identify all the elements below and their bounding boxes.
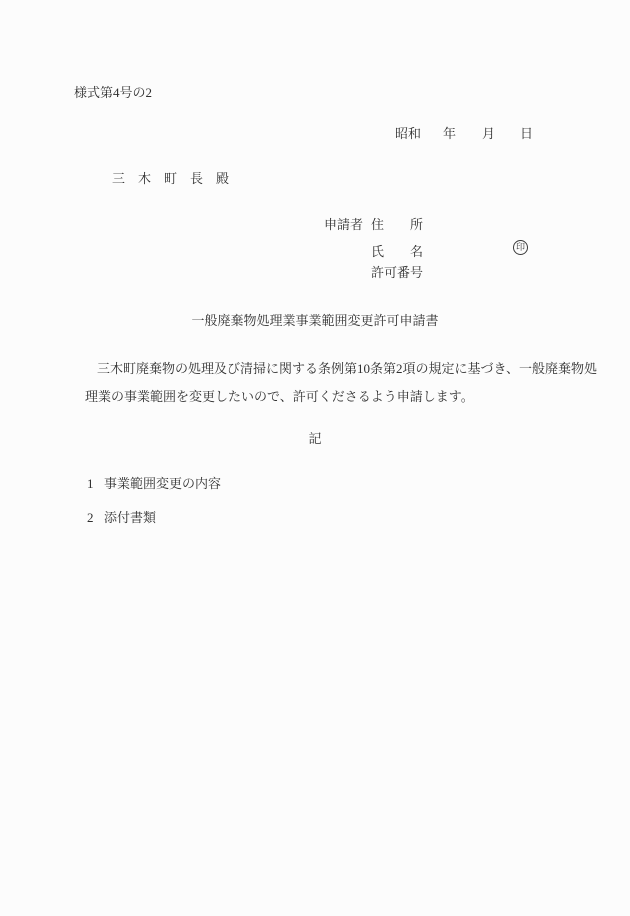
applicant-label: 申請者	[324, 217, 364, 232]
date-month-label: 月	[482, 126, 496, 141]
date-year-label: 年	[443, 126, 457, 141]
list-item-2-number: 2	[87, 510, 94, 525]
date-era-label: 昭和	[395, 126, 422, 141]
list-item-1-text: 事業範囲変更の内容	[104, 476, 222, 491]
permit-number-label: 許可番号	[371, 265, 424, 280]
name-label: 氏 名	[371, 244, 424, 259]
list-item-2-text: 添付書類	[104, 510, 157, 525]
document-title: 一般廃棄物処理業事業範囲変更許可申請書	[191, 313, 439, 328]
date-day-label: 日	[520, 126, 534, 141]
address-label: 住 所	[371, 217, 424, 232]
form-number: 様式第4号の2	[74, 85, 153, 100]
body-text-line-1: 三木町廃棄物の処理及び清掃に関する条例第10条第2項の規定に基づき、一般廃棄物処	[97, 361, 597, 376]
addressee: 三 木 町 長 殿	[112, 171, 230, 186]
seal-mark-icon: 印	[513, 240, 528, 255]
body-text-line-2: 理業の事業範囲を変更したいので、許可くださるよう申請します。	[85, 389, 474, 404]
list-item-1-number: 1	[87, 476, 94, 491]
ki-heading: 記	[308, 431, 322, 446]
